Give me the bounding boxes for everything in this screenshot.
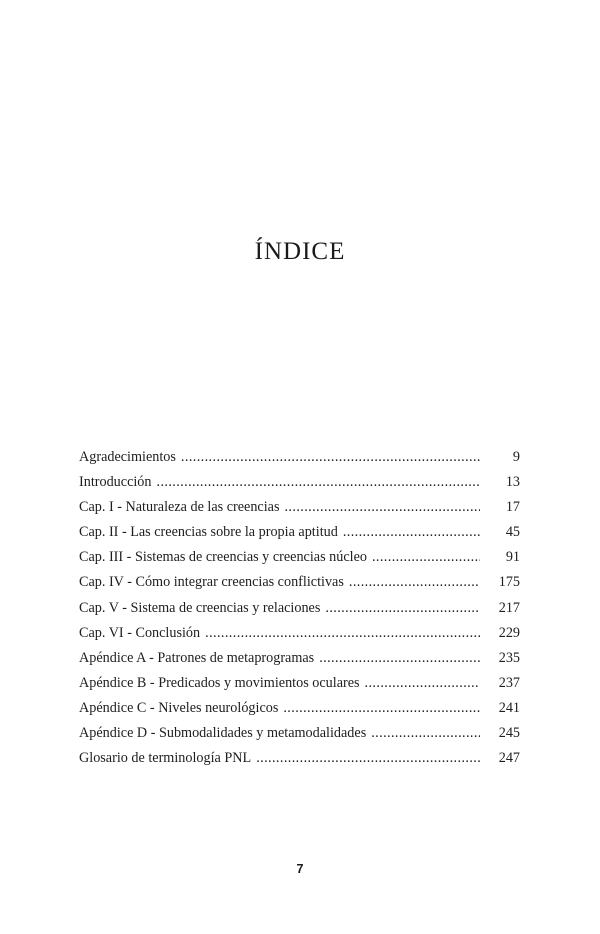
toc-entry-label: Apéndice B - Predicados y movimientos oculares [79,674,360,691]
toc-entry-label: Apéndice C - Niveles neurológicos [79,699,279,716]
toc-entry-label: Introducción [79,474,152,491]
dot-leader [256,750,480,767]
toc-entry [79,750,520,775]
toc-entry [79,474,520,499]
toc-entry [79,600,520,625]
toc-entry-page: 217 [498,599,520,616]
toc-entry-page: 247 [498,750,520,767]
toc-entry [79,725,520,750]
toc-entry-page: 235 [498,649,520,666]
toc-entry-label: Cap. IV - Cómo integrar creencias conflictivas [79,574,344,591]
toc-entry-page: 245 [498,725,520,742]
page-title: ÍNDICE [254,238,346,265]
toc-entry [79,524,520,549]
toc-entry-page: 229 [498,624,520,641]
dot-leader [181,449,480,466]
dot-leader [372,549,480,566]
toc-entry-label: Agradecimientos [79,449,176,465]
toc-entry [79,574,520,599]
toc-entry-page: 13 [505,474,520,491]
dot-leader [283,700,480,717]
toc-entry-label: Apéndice A - Patrones de metaprogramas [79,649,315,666]
toc-entry-page: 237 [498,674,520,691]
dot-leader [349,574,480,591]
dot-leader [319,650,480,667]
toc-entry-page: 241 [498,699,520,716]
dot-leader [205,625,480,642]
toc-entry-label: Apéndice D - Submodalidades y metamodalidades [79,725,367,742]
toc-entry-label: Cap. III - Sistemas de creencias y creencias núcleo [79,549,367,566]
toc-entry-page: 9 [512,449,520,465]
dot-leader [325,600,480,617]
toc-entry-page: 175 [498,574,520,591]
toc-entry-label: Cap. II - Las creencias sobre la propia aptitud [79,524,338,541]
dot-leader [284,499,480,516]
toc-entry-page: 45 [505,524,520,541]
dot-leader [365,675,480,692]
dot-leader [371,725,480,742]
toc-entry [79,650,520,675]
toc-entry [79,449,520,474]
toc-entry [79,499,520,524]
toc-entry-label: Cap. V - Sistema de creencias y relaciones [79,599,321,616]
toc-entry [79,549,520,574]
toc-entry-page: 91 [505,549,520,566]
toc-entry [79,700,520,725]
toc-entry [79,625,520,650]
toc-entry [79,675,520,700]
toc-entry-label: Cap. I - Naturaleza de las creencias [79,499,280,516]
toc-entry-page: 17 [505,499,520,516]
table-of-contents [79,449,520,775]
toc-entry-label: Cap. VI - Conclusión [79,624,201,641]
page-number: 7 [296,862,304,876]
toc-entry-label: Glosario de terminología PNL [79,750,252,767]
dot-leader [157,474,481,491]
dot-leader [343,524,480,541]
